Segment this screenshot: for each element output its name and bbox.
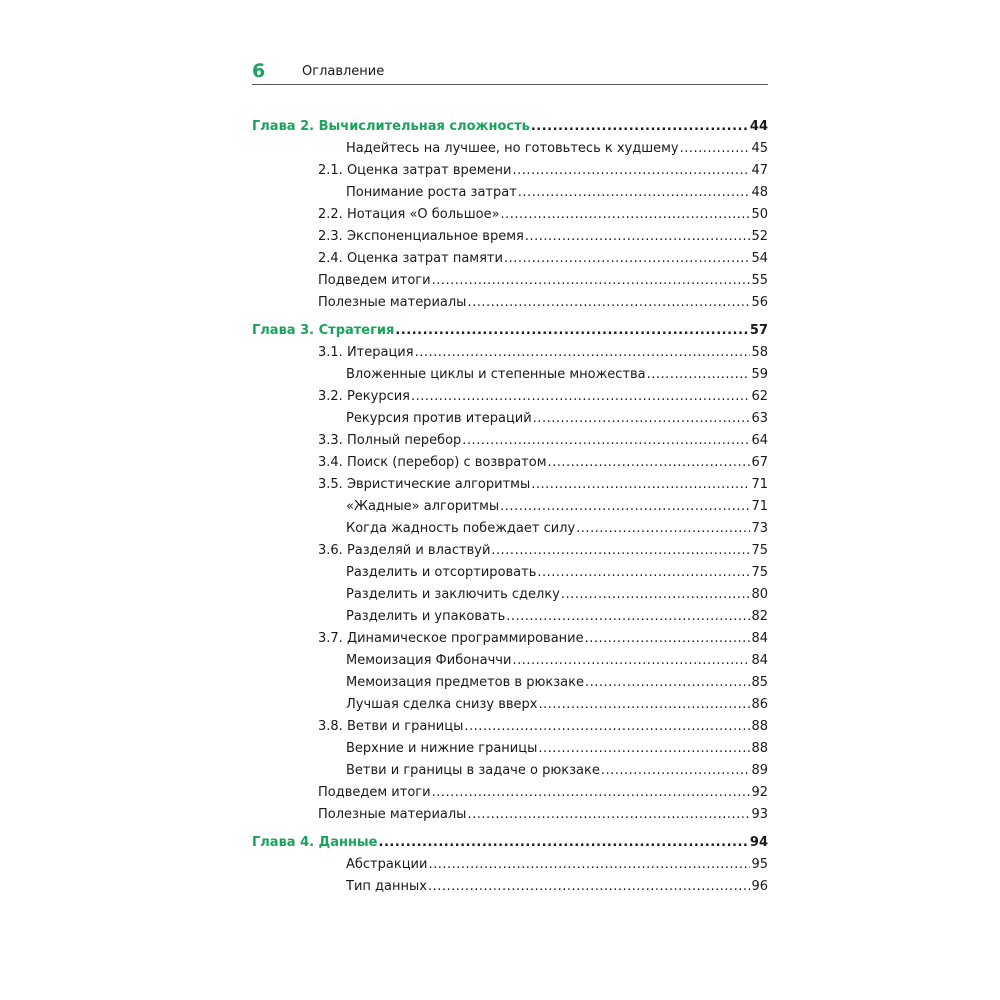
toc-dot-leader — [411, 386, 750, 408]
toc-entry-page-number: 75 — [751, 565, 768, 580]
toc-entry-label: Разделить и отсортировать — [346, 565, 537, 580]
toc-entry-page-number: 67 — [751, 455, 768, 470]
toc-entry-label: «Жадные» алгоритмы — [346, 499, 500, 514]
toc-dot-leader — [538, 738, 750, 760]
toc-entry-label: Мемоизация Фибоначчи — [346, 653, 512, 668]
toc-entry-label: Ветви и границы в задаче о рюкзаке — [346, 763, 600, 778]
toc-entry-page-number: 45 — [751, 141, 768, 156]
toc-dot-leader — [467, 804, 750, 826]
toc-entry-page-number: 71 — [751, 499, 768, 514]
toc-subsection-entry[interactable] — [252, 408, 768, 430]
toc-entry-page-number: 84 — [751, 631, 768, 646]
toc-entry-page-number: 56 — [751, 295, 768, 310]
toc-dot-leader — [561, 584, 751, 606]
toc-dot-leader — [395, 320, 749, 342]
toc-entry-page-number: 73 — [751, 521, 768, 536]
toc-subsection-entry[interactable] — [252, 518, 768, 540]
toc-entry-label: 2.3. Экспоненциальное время — [318, 229, 524, 244]
toc-dot-leader — [506, 606, 750, 628]
toc-dot-leader — [428, 876, 751, 898]
toc-entry-label: Рекурсия против итераций — [346, 411, 532, 426]
toc-entry-page-number: 96 — [751, 879, 768, 894]
toc-entry-page-number: 95 — [751, 857, 768, 872]
toc-entry-label: Абстракции — [346, 857, 428, 872]
toc-section-entry[interactable] — [252, 160, 768, 182]
toc-chapter-entry[interactable] — [252, 320, 768, 342]
toc-entry-page-number: 48 — [751, 185, 768, 200]
toc-section-entry[interactable] — [252, 804, 768, 826]
toc-entry-label: Полезные материалы — [318, 807, 467, 822]
toc-entry-label: 3.8. Ветви и границы — [318, 719, 464, 734]
toc-entry-page-number: 47 — [751, 163, 768, 178]
toc-entry-label: 3.6. Разделяй и властвуй — [318, 543, 491, 558]
toc-section-entry[interactable] — [252, 782, 768, 804]
toc-dot-leader — [680, 138, 751, 160]
running-title: Оглавление — [302, 64, 385, 79]
toc-entry-label: 2.4. Оценка затрат памяти — [318, 251, 503, 266]
page-header — [252, 60, 768, 85]
toc-entry-page-number: 86 — [751, 697, 768, 712]
toc-subsection-entry[interactable] — [252, 760, 768, 782]
page-number: 6 — [252, 60, 266, 82]
toc-entry-label: Когда жадность побеждает силу — [346, 521, 576, 536]
toc-entry-page-number: 54 — [751, 251, 768, 266]
toc-subsection-entry[interactable] — [252, 138, 768, 160]
toc-chapter-entry[interactable] — [252, 832, 768, 854]
toc-entry-label: 3.2. Рекурсия — [318, 389, 410, 404]
toc-entry-page-number: 75 — [751, 543, 768, 558]
toc-dot-leader — [585, 628, 751, 650]
toc-dot-leader — [531, 116, 749, 138]
toc-entry-label: Тип данных — [346, 879, 427, 894]
toc-entry-label: Подведем итоги — [318, 785, 431, 800]
toc-entry-label: Понимание роста затрат — [346, 185, 517, 200]
toc-subsection-entry[interactable] — [252, 584, 768, 606]
toc-entry-page-number: 82 — [751, 609, 768, 624]
toc-entry-page-number: 93 — [751, 807, 768, 822]
toc-section-entry[interactable] — [252, 270, 768, 292]
toc-section-entry[interactable] — [252, 474, 768, 496]
toc-dot-leader — [601, 760, 751, 782]
toc-subsection-entry[interactable] — [252, 876, 768, 898]
toc-entry-page-number: 89 — [751, 763, 768, 778]
toc-chapter-entry[interactable] — [252, 116, 768, 138]
toc-subsection-entry[interactable] — [252, 650, 768, 672]
toc-entry-label: Разделить и упаковать — [346, 609, 506, 624]
toc-entry-page-number: 88 — [751, 741, 768, 756]
toc-entry-page-number: 62 — [751, 389, 768, 404]
toc-section-entry[interactable] — [252, 248, 768, 270]
toc-dot-leader — [585, 672, 750, 694]
toc-entry-page-number: 85 — [751, 675, 768, 690]
toc-entry-label: 3.1. Итерация — [318, 345, 414, 360]
toc-subsection-entry[interactable] — [252, 694, 768, 716]
toc-subsection-entry[interactable] — [252, 738, 768, 760]
toc-dot-leader — [464, 716, 750, 738]
toc-subsection-entry[interactable] — [252, 672, 768, 694]
toc-dot-leader — [576, 518, 750, 540]
toc-dot-leader — [491, 540, 750, 562]
toc-entry-page-number: 88 — [751, 719, 768, 734]
toc-section-entry[interactable] — [252, 716, 768, 738]
toc-dot-leader — [548, 452, 751, 474]
toc-entry-label: Мемоизация предметов в рюкзаке — [346, 675, 584, 690]
toc-dot-leader — [525, 226, 751, 248]
toc-entry-label: 3.5. Эвристические алгоритмы — [318, 477, 531, 492]
toc-dot-leader — [501, 204, 751, 226]
toc-entry-label: 3.4. Поиск (перебор) с возвратом — [318, 455, 547, 470]
toc-dot-leader — [512, 650, 750, 672]
toc-entry-label: Глава 2. Вычислительная сложность — [252, 119, 530, 134]
toc-dot-leader — [537, 562, 750, 584]
toc-entry-label: Подведем итоги — [318, 273, 431, 288]
toc-section-entry[interactable] — [252, 204, 768, 226]
toc-entry-page-number: 57 — [749, 323, 768, 338]
toc-dot-leader — [500, 496, 750, 518]
toc-dot-leader — [432, 782, 751, 804]
toc-section-entry[interactable] — [252, 430, 768, 452]
toc-dot-leader — [647, 364, 751, 386]
toc-dot-leader — [428, 854, 750, 876]
toc-section-entry[interactable] — [252, 386, 768, 408]
toc-subsection-entry[interactable] — [252, 562, 768, 584]
toc-dot-leader — [538, 694, 750, 716]
toc-section-entry[interactable] — [252, 628, 768, 650]
toc-entry-page-number: 52 — [751, 229, 768, 244]
toc-entry-page-number: 94 — [749, 835, 768, 850]
toc-dot-leader — [533, 408, 751, 430]
toc-entry-label: Полезные материалы — [318, 295, 467, 310]
toc-entry-page-number: 84 — [751, 653, 768, 668]
toc-entry-page-number: 64 — [751, 433, 768, 448]
toc-entry-label: 2.1. Оценка затрат времени — [318, 163, 512, 178]
toc-entry-label: 3.7. Динамическое программирование — [318, 631, 584, 646]
toc-entry-page-number: 63 — [751, 411, 768, 426]
toc-entry-page-number: 58 — [751, 345, 768, 360]
toc-dot-leader — [415, 342, 751, 364]
toc-dot-leader — [513, 160, 751, 182]
toc-section-entry[interactable] — [252, 292, 768, 314]
toc-section-entry[interactable] — [252, 226, 768, 248]
toc-dot-leader — [462, 430, 750, 452]
toc-entry-label: Глава 4. Данные — [252, 835, 378, 850]
toc-entry-label: Разделить и заключить сделку — [346, 587, 560, 602]
toc-subsection-entry[interactable] — [252, 854, 768, 876]
toc-subsection-entry[interactable] — [252, 606, 768, 628]
toc-section-entry[interactable] — [252, 452, 768, 474]
toc-dot-leader — [518, 182, 751, 204]
toc-entry-label: 2.2. Нотация «O большое» — [318, 207, 500, 222]
toc-entry-label: Лучшая сделка снизу вверх — [346, 697, 538, 712]
toc-subsection-entry[interactable] — [252, 364, 768, 386]
toc-entry-page-number: 55 — [751, 273, 768, 288]
toc-subsection-entry[interactable] — [252, 496, 768, 518]
toc-entry-page-number: 50 — [751, 207, 768, 222]
toc-entry-page-number: 92 — [751, 785, 768, 800]
toc-entry-label: Вложенные циклы и степенные множества — [346, 367, 646, 382]
toc-dot-leader — [531, 474, 750, 496]
toc-entry-label: Глава 3. Стратегия — [252, 323, 395, 338]
toc-dot-leader — [432, 270, 751, 292]
toc-subsection-entry[interactable] — [252, 182, 768, 204]
toc-section-entry[interactable] — [252, 342, 768, 364]
table-of-contents — [252, 116, 768, 898]
toc-entry-label: Верхние и нижние границы — [346, 741, 538, 756]
toc-dot-leader — [467, 292, 750, 314]
toc-dot-leader — [379, 832, 749, 854]
toc-entry-page-number: 59 — [751, 367, 768, 382]
toc-section-entry[interactable] — [252, 540, 768, 562]
toc-entry-label: Надейтесь на лучшее, но готовьтесь к худшему — [346, 141, 679, 156]
toc-entry-page-number: 80 — [751, 587, 768, 602]
toc-entry-page-number: 71 — [751, 477, 768, 492]
toc-dot-leader — [504, 248, 750, 270]
toc-entry-label: 3.3. Полный перебор — [318, 433, 462, 448]
toc-entry-page-number: 44 — [749, 119, 768, 134]
